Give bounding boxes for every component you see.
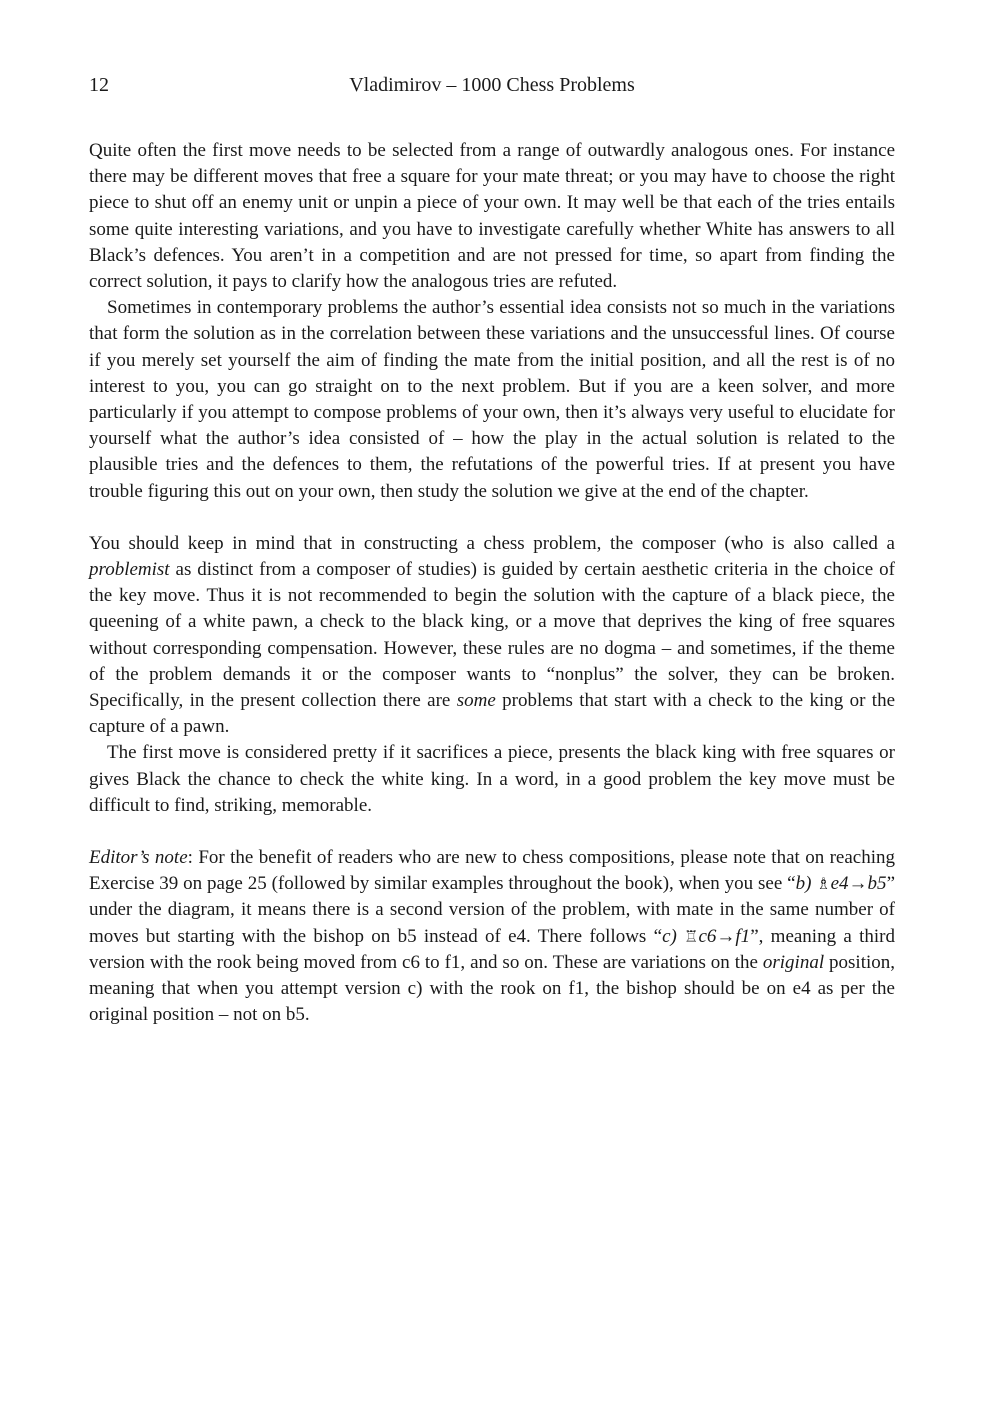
running-head bbox=[89, 70, 895, 100]
example-version-c bbox=[662, 926, 750, 947]
version-c-move: c6→f1 bbox=[698, 925, 751, 947]
term-problemist: problemist bbox=[89, 559, 170, 581]
text-segment: ” under the diagram, it means there is a second version of the problem, with mate in the same number of moves but starting with the bishop on b5 instead of e4. There follows “ bbox=[89, 873, 895, 947]
page-body bbox=[89, 138, 895, 1029]
text-segment: : For the benefit of readers who are new to chess compositions, please note that on reaching Exercise 39 on page 25 (followed by similar examples throughout the book), when you see “ bbox=[89, 847, 896, 895]
text-segment: as distinct from a composer of studies) is guided by certain aesthetic criteria in the choice of the key move. Thus it is not recommended to begin the solution with the capture of a black piece, the queening of a white pawn, a check to the black king, or a move that deprives the king of free squares without corresponding compensation. However, these rules are no dogma – and sometimes, if the theme of the problem demands it or the composer wants to “nonplus” the solver, they can be broken. Specifically, in the present collection there are bbox=[89, 559, 895, 712]
book-title: Vladimirov – 1000 Chess Problems bbox=[349, 74, 635, 96]
editors-note bbox=[89, 845, 895, 1028]
example-version-b bbox=[796, 873, 887, 894]
paragraph-author-idea: Sometimes in contemporary problems the author’s essential idea consists not so much in the variations that form the solution as in the correlation between these variations and the unsuccessful lines. Of course if you merely set yourself the aim of finding the mate from the initial position, and all the rest is of no interest to you, you can go straight on to the next problem. But if you are a keen solver, and more particularly if you attempt to compose problems of your own, then it’s always very useful to elucidate for yourself what the author’s idea consisted of – how the play in the actual solution is related to the plausible tries and the defences to them, the refutations of the powerful tries. If at present you have trouble figuring this out on your own, then study the solution we give at the end of the chapter. bbox=[89, 297, 895, 502]
paragraph-pretty-first-move: The first move is considered pretty if it sacrifices a piece, presents the black king with free squares or gives Black the chance to check the white king. In a word, in a good problem the key move must be difficult to find, striking, memorable. bbox=[89, 742, 895, 816]
term-some: some bbox=[456, 690, 496, 712]
text-segment: problems that start with a check to the king or the capture of a pawn. bbox=[89, 690, 896, 738]
text-segment: ”, meaning a third version with the rook being moved from c6 to f1, and so on. These are variations on the bbox=[89, 925, 895, 973]
version-c-prefix: c) bbox=[662, 925, 685, 947]
term-original: original bbox=[762, 951, 825, 973]
version-b-move: e4→b5 bbox=[830, 873, 887, 895]
page-number: 12 bbox=[89, 74, 109, 96]
text-segment: You should keep in mind that in constructing a chess problem, the composer (who is also called a bbox=[89, 532, 895, 554]
text-segment: position, meaning that when you attempt version c) with the rook on f1, the bishop should be on e4 as per the original position – not on b5. bbox=[89, 951, 896, 1026]
editors-note-label: Editor’s note bbox=[89, 847, 188, 869]
bishop-icon: ♗ bbox=[816, 874, 831, 894]
paragraph-tries: Quite often the first move needs to be selected from a range of outwardly analogous ones. For instance there may be different moves that free a square for your mate threat; or you may have to choose the right piece to shut off an enemy unit or unpin a piece of your own. It may well be that each of the tries entails some quite interesting variations, and you have to investigate carefully whether White has answers to all Black’s defences. You aren’t in a competition and are not pressed for time, so apart from finding the correct solution, it pays to clarify how the analogous tries are refuted. bbox=[89, 140, 895, 293]
paragraph-aesthetic-criteria bbox=[89, 531, 895, 741]
version-b-prefix: b) bbox=[795, 873, 817, 895]
rook-icon: ♖ bbox=[684, 926, 699, 946]
